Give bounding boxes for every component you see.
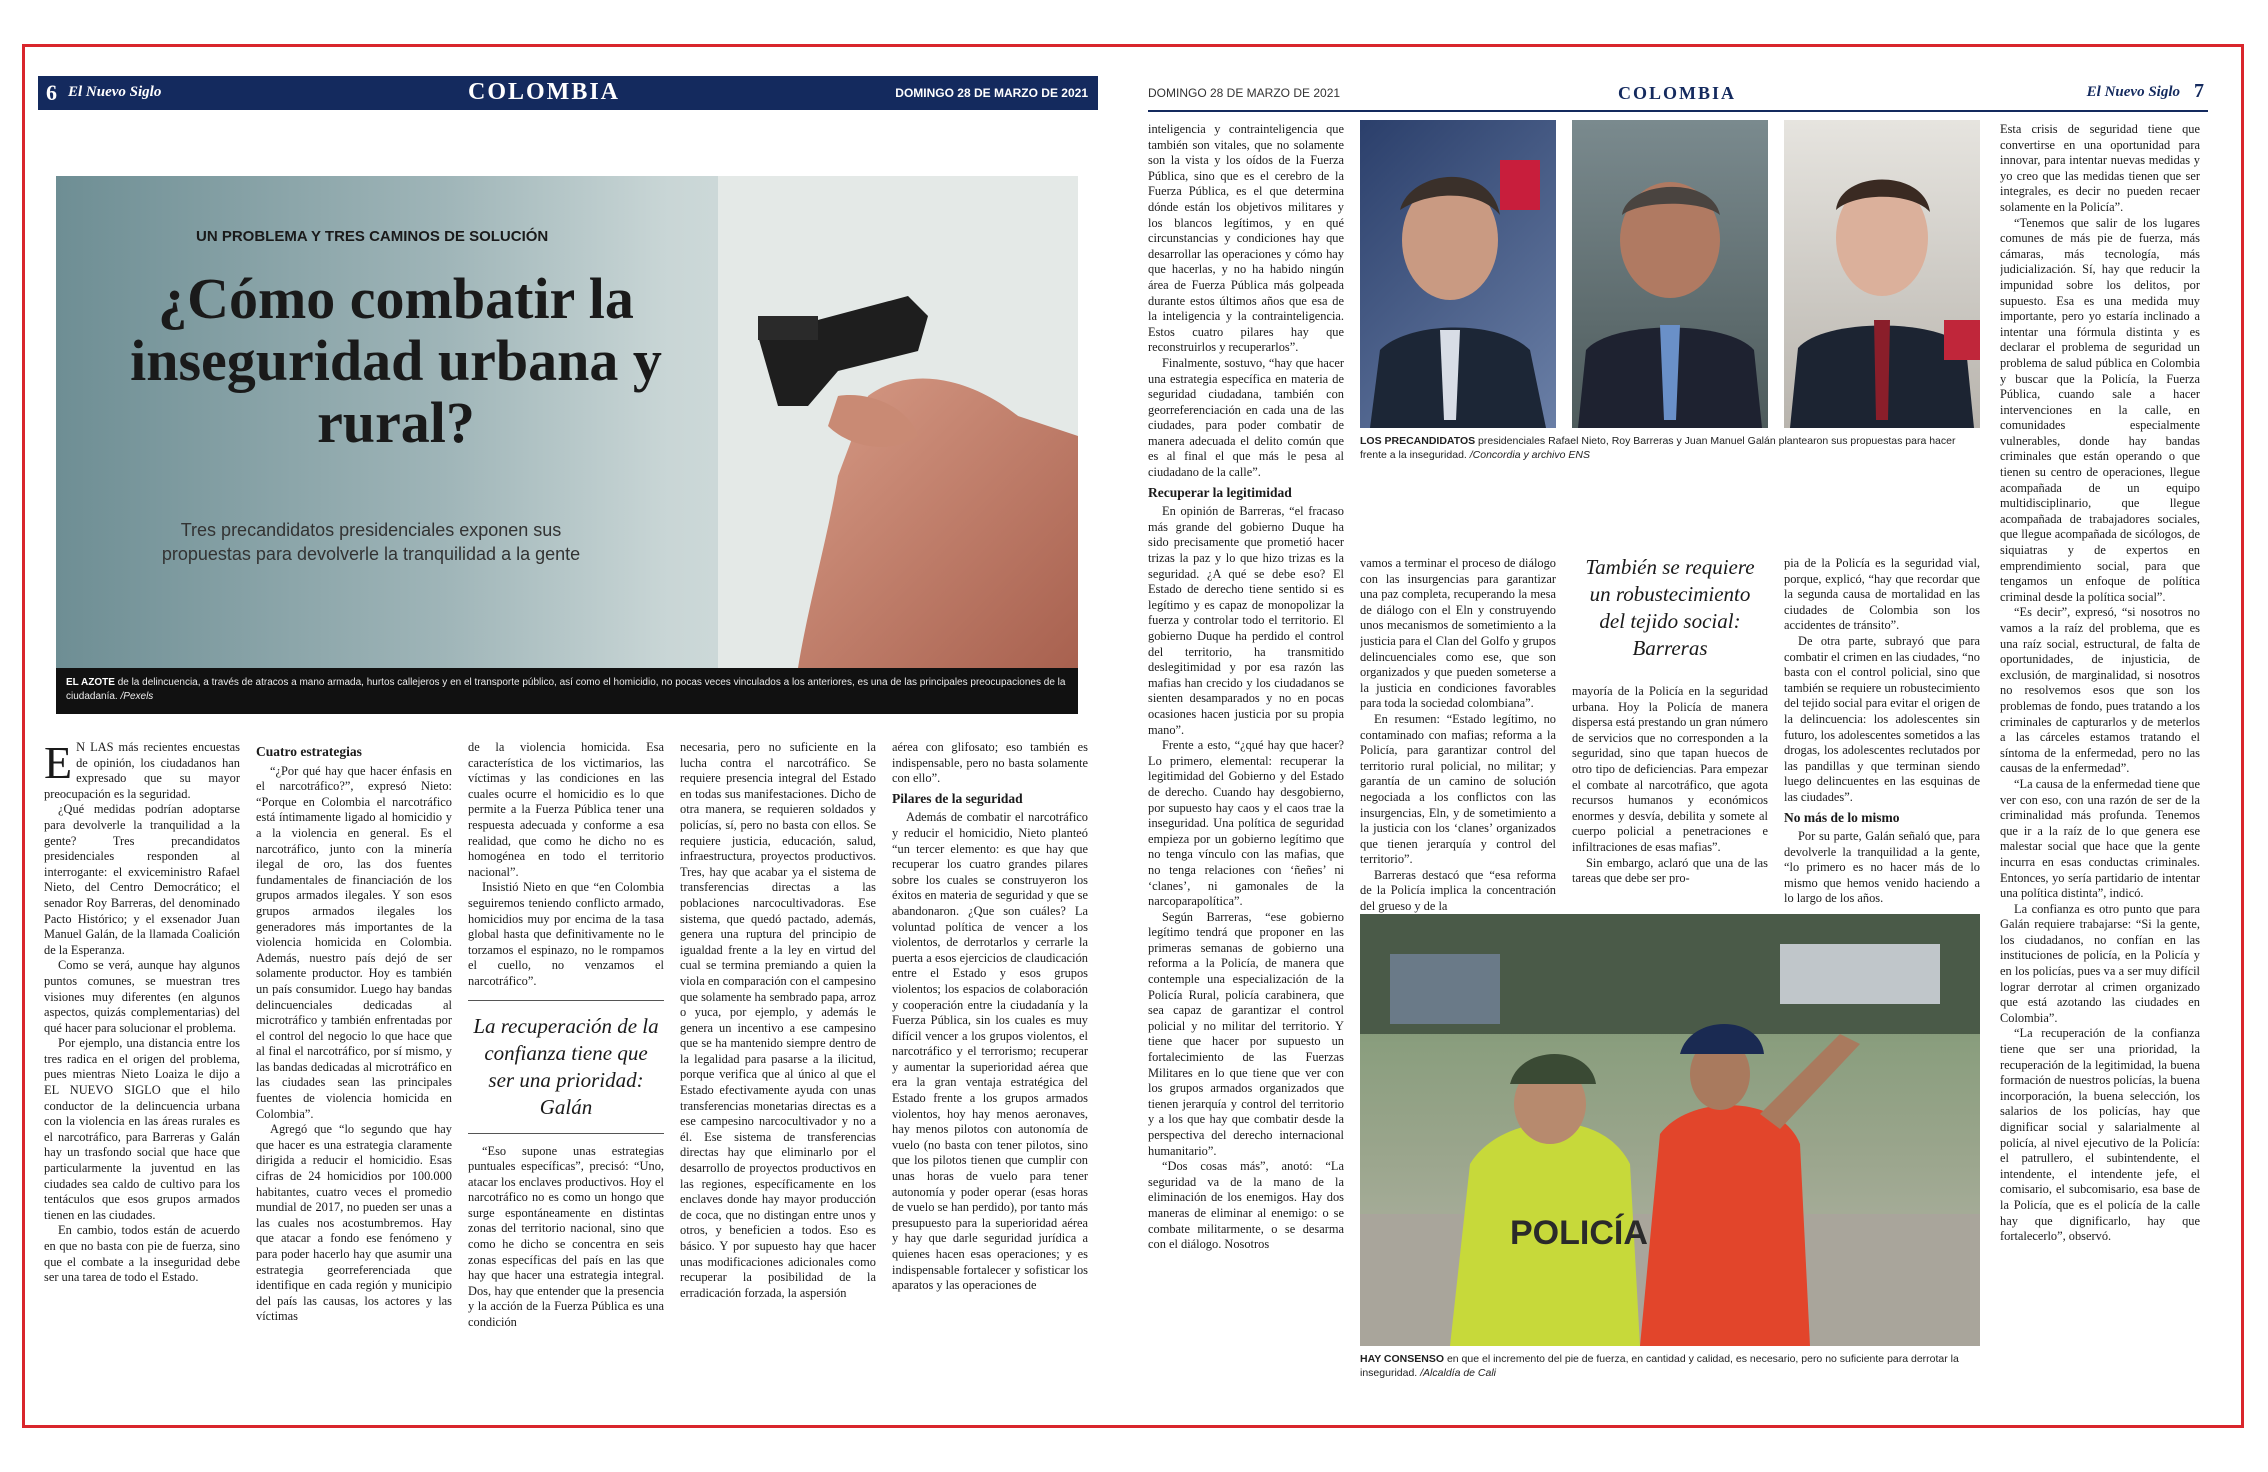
paragraph: Finalmente, sostuvo, “hay que hacer una estrategia específica en materia de seguridad ciudadana, también con georreferenciación en cada una de las ciudades, para poder combatir de manera adecuada el delito común que es al final el que más le pesa al ciudadano de la calle”. <box>1148 355 1344 480</box>
paragraph: Agregó que “lo segundo que hay que hacer es una estrategia claramente dirigida a reducir el homicidio. Esas cifras de 24 homicidios por 100.000 habitantes, cuatro veces el promedio mundial de 2017, no pueden ser unas a las cuales nos acostumbremos. Hay que atacar a fondo ese fenómeno y para poder hacerlo hay que asumir una estrategia georreferenciada que identifique en cada región y municipio del país las causas, los actores y las víctimas <box>256 1122 452 1324</box>
paragraph: La confianza es otro punto que para Galán requiere trabajarse: “Si la gente, los ciudadanos, no confían en las instituciones de policía, en la Policía y en los policías, pues va a ser muy difícil lograr derrotar al crimen organizado que está azotando las ciudades en Colombia”. <box>2000 901 2200 1025</box>
paragraph: Sin embargo, aclaró que una de las tareas que debe ser pro- <box>1572 855 1768 886</box>
portrait-juan-manuel-galan <box>1784 120 1980 428</box>
column-1 <box>1148 122 1344 1396</box>
paragraph: En cambio, todos están de acuerdo en que no basta con pie de fuerza, sino que el combate a la inseguridad debe ser una tarea de todo el Estado. <box>44 1223 240 1285</box>
portrait-figure <box>1572 120 1768 428</box>
police-scene <box>1360 914 1980 1346</box>
column-1 <box>44 740 240 1390</box>
paragraph: “La recuperación de la confianza tiene que ser una prioridad, la recuperación de la legitimidad, la buena formación de nuestros policías, la buena incorporación, la buena selección, los salarios de los policías, hay que dignificar social y salarialmente al policía, al nivel ejecutivo de la Policía: el patrullero, el subintendente, el intendente, el intendente jefe, el comisario, el subcomisario, esa base de la Policía, que es el policía de la calle hay que dignificarlo, hay que fortalecerlo”, observó. <box>2000 1026 2200 1244</box>
paragraph: Esta crisis de seguridad tiene que convertirse en una oportunidad para innovar, para intentar nuevas medidas y yo creo que las medidas tienen que ser integrales, es decir no pueden recaer solamente en la Policía”. <box>2000 122 2200 214</box>
column-5 <box>2000 122 2200 1396</box>
paragraph: Barreras destacó que “esa reforma de la Policía implica la concentración del grueso y de la <box>1360 867 1556 914</box>
hero-kicker: UN PROBLEMA Y TRES CAMINOS DE SOLUCIÓN <box>196 228 549 245</box>
pull-quote: La recuperación de la confianza tiene que ser una prioridad: Galán <box>468 1000 664 1134</box>
subhead: Cuatro estrategias <box>256 744 362 759</box>
police-search-photo <box>1360 914 1980 1346</box>
paragraph: ¿Qué medidas podrían adoptarse para devolverle la tranquilidad a la gente? Tres precandidatos presidenciales responden al interrogante: el exviceministro Rafael Nieto, del Centro Democrático; el senador Roy Barreras, del denominado Pacto Histórico; y el exsenador Juan Manuel Galán, de la llamada Coalición de la Esperanza. <box>44 802 240 957</box>
page-number: 6 <box>46 80 57 105</box>
paragraph: “La causa de la enfermedad tiene que ver con eso, con una razón de ser de la criminalidad más profunda. Tenemos que ir a la raíz de lo que genera ese malestar social que hace que la gente incurra en esas conductas criminales. Entonces, yo sería partidario de intentar una política distinta”, indicó. <box>2000 776 2200 901</box>
paragraph: aérea con glifosato; eso también es indispensable, pero no basta solamente con ello”. <box>892 740 1088 786</box>
right-header <box>1148 76 2208 112</box>
paragraph: Por su parte, Galán señaló que, para devolverle la tranquilidad a la gente, “lo primero es no hacer más de lo mismo que hemos venido haciendo a lo largo de los años. <box>1784 829 1980 906</box>
paragraph: “Tenemos que salir de los lugares comunes de más pie de fuerza, más cámaras, más tecnología, más judicialización. Sí, hay que reducir la impunidad sobre los delitos, por supuesto. Esa es una medida muy importante, pero yo estaría inclinado a intentar una fórmula distinta y es declarar el problema de seguridad un problema de salud pública en Colombia y buscar que la Policía, la Fuerza Pública, cuando sale a hacer intervenciones en la calle, en comunidades especialmente vulnerables, donde hay bandas criminales que están operando o que tienen su centro de operaciones, llegue acompañada de un equipo multidisciplinario, que llegue acompañada de trabajadores sociales, que llegue acompañada de sicólogos, de siquiatras y de expertos en emprendimiento social, para que tengamos un enfoque de política criminal desde la política social”. <box>2000 215 2200 604</box>
paragraph: Como se verá, aunque hay algunos puntos comunes, se muestran tres visiones muy diferentes (en algunos aspectos, quizás complementarias) del qué hacer para solucionar el problema. <box>44 958 240 1035</box>
column-3 <box>1572 532 1768 952</box>
paragraph: “Eso supone unas estrategias puntuales específicas”, precisó: “Uno, atacar los enclaves productivos. Hoy el narcotráfico no es como un hongo que surge espontáneamente en distintas zonas del territorio nacional, sino que como he dicho se concentra en seis zonas específicas del país en las que hay que hacer una estrategia integral. Dos, hay que entender que la presencia y la acción de la Fuerza Pública es una condición <box>468 1143 664 1330</box>
section-title: COLOMBIA <box>468 79 621 105</box>
portrait-roy-barreras <box>1572 120 1768 428</box>
paragraph: Por ejemplo, una distancia entre los tres radica en el origen del problema, pues mientras Nieto Loaiza le dijo a EL NUEVO SIGLO que el hilo conductor de la delincuencia urbana con la violencia en las áreas rurales es el narcotráfico, para Barreras y Galán hay un trasfondo social que hace que particularmente la juventud en las ciudades sea caldo de cultivo para los tentáculos que esos grupos armados tienen en las ciudades. <box>44 1036 240 1222</box>
paragraph: inteligencia y contrainteligencia que también son vitales, que no solamente son la vista y los oídos de la Fuerza Pública, sino que es el cerebro de la Fuerza Pública, es el que determina dónde están los objetivos militares y los blancos legítimos, y en qué circunstancias y condiciones hay que desarrollar las operaciones y cómo hay que hacerlas, y no ha habido ningún área de Fuerza Pública más golpeada durante estos últimos años que esa de la inteligencia y la contrainteligencia. Estos cuatro pilares hay que reconstruirlos y recuperarlos”. <box>1148 122 1344 355</box>
portrait-figure <box>1360 120 1556 428</box>
left-page <box>38 76 1098 1396</box>
paragraph: Frente a esto, “¿qué hay que hacer? Lo primero, elemental: recuperar la legitimidad del Gobierno y del Estado de derecho. Cuando hay desgobierno, por supuesto hay caos y el caos trae la inseguridad. Una política de seguridad empieza por un gobierno legítimo que no tenga vínculo con las mafias, que no tenga relaciones con ‘ñeñes’ ni ‘clanes’, ni gamonales de la narcoparapolítica”. <box>1148 738 1344 909</box>
paragraph: “Es decir”, expresó, “si nosotros no vamos a la raíz del problema, que es una raíz social, estructural, de falta de oportunidades, de injusticia, de exclusión, de marginalidad, si nosotros no resolvemos esos que son los problemas de fondo, pues tratando a los criminales de capturarlos y de meterlos a las cárceles estamos tratando el síntoma de la enfermedad, pero no las causas de la enfermedad”. <box>2000 605 2200 776</box>
police-photo-caption: HAY CONSENSO en que el incremento del pie de fuerza, en cantidad y calidad, es necesario, pero no suficiente para derrotar la inseguridad. /Alcaldía de Cali <box>1360 1353 1959 1379</box>
header-date: DOMINGO 28 DE MARZO DE 2021 <box>895 86 1088 100</box>
subhead: Pilares de la seguridad <box>892 790 1023 806</box>
paragraph: “¿Por qué hay que hacer énfasis en el narcotráfico?”, expresó Nieto: “Porque en Colombia el narcotráfico está íntimamente ligado al homicidio y a la violencia en general. Es el narcotráfico, junto con la minería ilegal de oro, las dos fuentes fundamentales de financiación de los grupos armados ilegales. Y son esos grupos armados ilegales los generadores más importantes de la violencia homicida en Colombia. Además, nuestro país dejó de ser solamente productor. Hoy es también un país consumidor. Luego hay bandas delincuenciales dedicadas al microtráfico y también enfrentadas por el control del negocio lo que hace que al final el narcotráfico, por sí mismo, y las bandas dedicadas al microtráfico en las ciudades sean las principales fuentes de violencia homicida en Colombia”. <box>256 763 452 1121</box>
page-number: 7 <box>2194 80 2204 102</box>
column-3 <box>468 740 664 1390</box>
brand-logo: El Nuevo Siglo <box>2086 84 2180 100</box>
vest-label: POLICÍA <box>1510 1214 1648 1252</box>
lead-paragraph: E N LAS más recientes encuestas de opinión, los ciudadanos han expresado que su mayor preocupación es la seguridad. <box>44 740 240 801</box>
paragraph: mayoría de la Policía en la seguridad urbana. Hoy la Policía de manera dispersa está prestando un gran número de servicios que no corresponden a la seguridad, sino que tapan huecos de otro tipo de deficiencias. Para empezar el combate al narcotráfico, que agota recursos humanos y económicos enormes y desvía, debilita y somete al cuerpo policial a penetraciones e infiltraciones de esas mafias”. <box>1572 684 1768 854</box>
paragraph: En resumen: “Estado legítimo, no contaminado con mafias; reforma a la Policía, para garantizar control del territorio rural policial, no militar; y garantía de un camino de solución negociada a los conflictos con las insurgencias, Eln, y de sometimiento a la justicia con los ‘clanes’ organizados que tienen jerarquía y control del territorio”. <box>1360 711 1556 867</box>
paragraph: Según Barreras, “ese gobierno legítimo tendrá que proponer en las primeras semanas de gobierno una reforma a la Policía, de manera que contemple una especialización de la Policía Rural, policía carabinera, que sea capaz de garantizar el control policial y no militar del territorio. Y tiene que hacer por supuesto un fortalecimiento de las Fuerzas Militares en lo que tiene que ver con los grupos armados organizados que tienen jerarquía y control del territorio y a los que hay que combatir desde la perspectiva del derecho internacional humanitario”. <box>1148 909 1344 1158</box>
paragraph: de la violencia homicida. Esa característica de los victimarios, las víctimas y las condiciones en las cuales ocurre el homicidio es lo que permite a la Fuerza Pública tener una respuesta adecuada y conforme a esa realidad, que como he dicho no es homogénea en todo el territorio nacional”. <box>468 740 664 879</box>
paragraph: “Dos cosas más”, anotó: “La seguridad va de la mano de la eliminación de los enemigos. Hay dos maneras de eliminar al enemigo: o se combate militarmente, o se desarma con el diálogo. Nosotros <box>1148 1159 1344 1252</box>
subheadline: Tres precandidatos presidenciales exponen sus propuestas para devolverle la tranquilidad a la gente <box>161 520 581 564</box>
column-5 <box>892 740 1088 1390</box>
subhead: No más de lo mismo <box>1784 809 1900 825</box>
paragraph: pia de la Policía es la seguridad vial, porque, explicó, “hay que recordar que la segunda causa de mortalidad en las ciudades de Colombia son los accidentes de tránsito”. <box>1784 556 1980 633</box>
subhead: Recuperar la legitimidad <box>1148 484 1292 500</box>
hero-caption: EL AZOTE de la delincuencia, a través de atracos a mano armada, hurtos callejeros y en el transporte público, así como el homicidio, no pocas veces vinculados a los anteriores, es una de las principales preocupaciones de la ciudadanía. /Pexels <box>56 668 1078 714</box>
portrait-figure <box>1784 120 1980 428</box>
section-title: COLOMBIA <box>1618 83 1737 103</box>
handgun-photo <box>718 176 1078 668</box>
paragraph: Insistió Nieto en que “en Colombia seguiremos teniendo conflicto armado, homicidios muy por encima de la tasa global hasta que definitivamente no le torzamos el espinazo, no le rompamos el cuello, no venzamos el narcotráfico”. <box>468 880 664 988</box>
right-page <box>1148 76 2208 1396</box>
paragraph: necesaria, pero no suficiente en la lucha contra el narcotráfico. Se requiere presencia integral del Estado en todas sus manifestaciones. Dicho de otra manera, se requieren soldados y policías, sí, pero no basta con ellos. Se requiere justicia, educación, salud, infraestructura, proyectos productivos. Tres, hay que acabar ya el sistema de transferencias directas a las poblaciones narcocultivadoras. Ese sistema, que quedó pactado, además, genera una ruptura del principio de igualdad frente a la ley en virtud del cual se termina premiando a quien la viola en comparación con el campesino que solamente ha sembrado papa, arroz o yuca, por ejemplo, y además le genera un incentivo a ese campesino que se ha mantenido siempre dentro de la legalidad para pasarse a la ilicitud, porque verifica que al único al que el Estado efectivamente ayuda con unas transferencias monetarias directas es a ese campesino narcocultivador y no a él. Ese sistema de transferencias directas hay que eliminarlo por el desarrollo de proyectos productivos en las regiones, específicamente en los enclaves donde hay mayor producción de coca, que no distingan entre unos y otros, y beneficien a todos. Eso es básico. Y por supuesto hay que hacer unas modificaciones adicionales como recuperar la posibilidad de la erradicación forzada, la aspersión <box>680 740 876 1300</box>
pull-quote: También se requiere un robustecimiento del tejido social: Barreras <box>1585 555 1755 660</box>
portraits-caption: LOS PRECANDIDATOS presidenciales Rafael Nieto, Roy Barreras y Juan Manuel Galán plantearon sus propuestas para hacer frente a la inseguridad. /Concordia y archivo ENS <box>1360 435 1956 461</box>
paragraph: De otra parte, subrayó que para combatir el crimen en las ciudades, “no basta con el control policial, sino que también se requiere un robustecimiento del tejido social para evitar el origen de la delincuencia: los adolescentes sin futuro, los adolescentes sometidos a las drogas, los adolescentes reclutados por las pandillas y que terminan siendo luego delincuentes en las esquinas de las ciudades”. <box>1784 633 1980 804</box>
portrait-rafael-nieto <box>1360 120 1556 428</box>
hero-image <box>56 176 1078 668</box>
headline: ¿Cómo combatir la inseguridad urbana y rural? <box>130 266 662 455</box>
brand-logo: El Nuevo Siglo <box>68 84 162 100</box>
left-columns <box>38 740 1098 1390</box>
header-date: DOMINGO 28 DE MARZO DE 2021 <box>1148 86 1341 100</box>
left-header-bar <box>38 76 1098 110</box>
paragraph: Además de combatir el narcotráfico y reducir el homicidio, Nieto planteó “un tercer elemento: es que hay que recuperar los cuatro grandes pilares sobre los cuales se construyeron los éxitos en materia de seguridad y que se abandonaron. ¿Que son cuáles? La voluntad política de vencer a los violentos, de derrotarlos y cerrarle la puerta a esos ejercicios de claudicación entre el Estado y esos grupos violentos; los espacios de colaboración y cooperación entre la ciudadanía y la Fuerza Pública, sin los cuales es muy difícil vencer a los grupos violentos, el narcotráfico y el terrorismo; recuperar y aumentar la superioridad aérea que era la gran ventaja estratégica del Estado frente a los grupos armados violentos, hoy hay menos aeronaves, hay menos pilotos con autonomía de vuelo (no basta con tener pilotos, sino que los pilotos tienen que cumplir con unas horas de vuelo para tener autonomía y poder operar (esas horas de vuelo se han perdido), por tanto más presupuesto para la superioridad aérea y hay que darle seguridad jurídica a quienes hacen esas operaciones; y es indispensable fortalecer y sofisticar los aparatos y las operaciones de <box>892 810 1088 1293</box>
column-2 <box>256 740 452 1390</box>
column-4 <box>680 740 876 1390</box>
paragraph: En opinión de Barreras, “el fracaso más grande del gobierno Duque ha sido precisamente que prometió hacer trizas la paz y lo que hizo trizas es la seguridad. ¿A qué se debe eso? El Estado de derecho tiene sentido si es legítimo y es capaz de monopolizar la fuerza y controlar todo el territorio. El gobierno Duque ha perdido el control del territorio, ha transmitido deslegitimidad y por esa razón las mafias han crecido y los ciudadanos se sienten desamparados y no en pocas ocasiones hacen justicia por su propia mano”. <box>1148 504 1344 737</box>
column-4 <box>1784 556 1980 956</box>
paragraph: vamos a terminar el proceso de diálogo con las insurgencias para garantizar una paz completa, recuperando la mesa de diálogo con el Eln y construyendo unos mecanismos de sometimiento a la justicia para el Clan del Golfo y grupos delincuenciales como ese, que son organizados y que pueden someterse a la justicia en condiciones favorables para toda la sociedad colombiana”. <box>1360 556 1556 711</box>
